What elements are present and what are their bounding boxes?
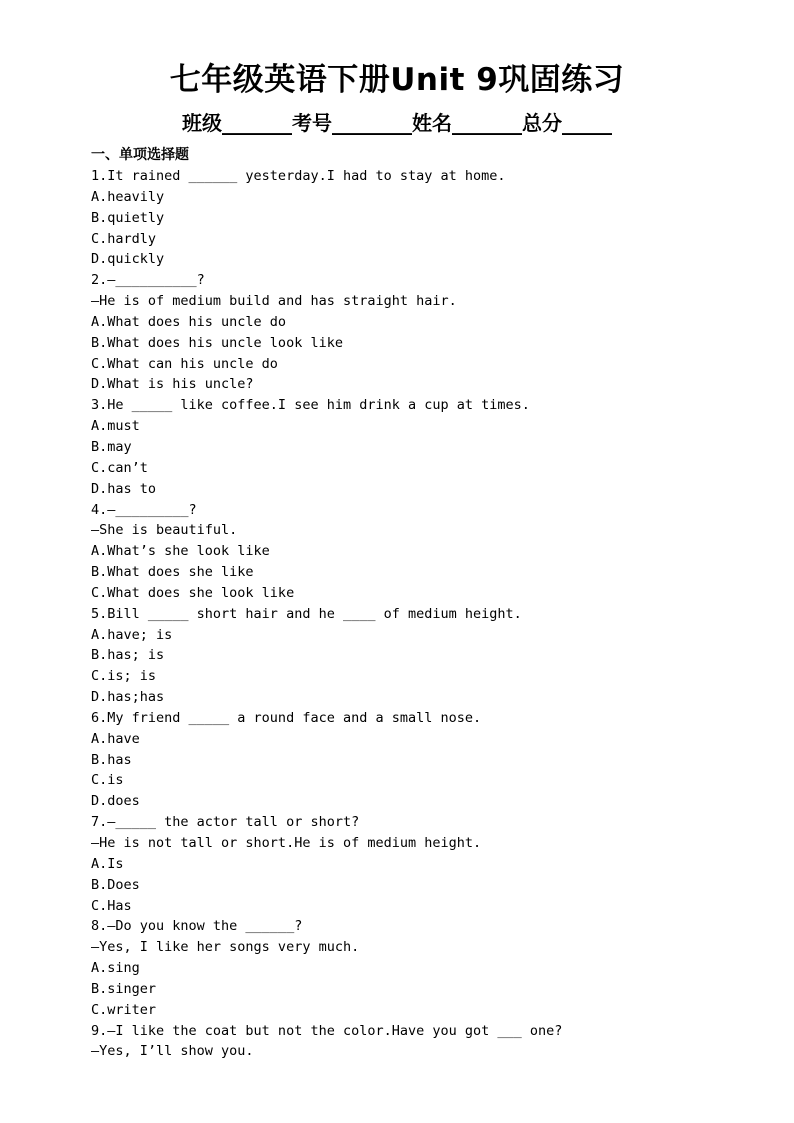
question-line: B.Does <box>91 876 140 893</box>
question-line: 9.—I like the coat but not the color.Have you got ___ one? <box>91 1022 563 1039</box>
question-line: 2.—__________? <box>91 272 205 289</box>
student-info-line: 班级_______考号________姓名_______总分_____ <box>182 111 612 135</box>
question-line: A.heavily <box>91 188 165 205</box>
question-line: A.sing <box>91 960 140 977</box>
question-line: C.hardly <box>91 230 157 247</box>
question-line: A.What does his uncle do <box>91 313 287 330</box>
question-line: C.What can his uncle do <box>91 355 278 372</box>
question-line: 4.—_________? <box>91 501 197 518</box>
question-line: B.has; is <box>91 647 165 664</box>
question-line: 3.He _____ like coffee.I see him drink a cup at times. <box>91 397 530 414</box>
question-line: C.What does she look like <box>91 584 295 601</box>
question-line: 8.—Do you know the ______? <box>91 918 303 935</box>
question-line: B.has <box>91 751 132 768</box>
question-line: —Yes, I’ll show you. <box>91 1043 254 1060</box>
question-line: —He is not tall or short.He is of medium height. <box>91 835 482 851</box>
question-line: D.has;has <box>91 689 165 706</box>
question-line: A.have; is <box>91 626 173 643</box>
question-line: A.have <box>91 730 140 747</box>
question-line: C.is; is <box>91 668 157 685</box>
question-line: C.is <box>91 772 124 789</box>
question-line: D.quickly <box>91 251 165 268</box>
question-line: 6.My friend _____ a round face and a small nose. <box>91 709 482 726</box>
question-line: D.does <box>91 793 140 810</box>
question-line: C.writer <box>91 1001 157 1018</box>
section-heading: 一、单项选择题 <box>91 147 189 163</box>
question-line: A.must <box>91 418 140 435</box>
question-line: B.What does his uncle look like <box>91 334 343 351</box>
question-line: D.has to <box>91 480 157 497</box>
question-line: 1.It rained ______ yesterday.I had to stay at home. <box>91 168 506 184</box>
page-title: 七年级英语下册Unit 9巩固练习 <box>169 62 625 98</box>
question-line: B.may <box>91 438 132 455</box>
question-line: A.Is <box>91 855 124 872</box>
question-line: B.singer <box>91 980 157 997</box>
question-line: A.What’s she look like <box>91 543 270 560</box>
question-line: 5.Bill _____ short hair and he ____ of medium height. <box>91 605 522 622</box>
question-line: —Yes, I like her songs very much. <box>91 939 360 956</box>
question-line: B.What does she like <box>91 564 254 581</box>
question-line: C.Has <box>91 897 132 914</box>
question-line: C.can’t <box>91 459 148 476</box>
question-line: B.quietly <box>91 209 165 226</box>
question-line: 7.—_____ the actor tall or short? <box>91 814 360 831</box>
question-line: —She is beautiful. <box>91 522 238 539</box>
question-line: D.What is his uncle? <box>91 376 254 393</box>
question-line: —He is of medium build and has straight hair. <box>91 293 457 310</box>
question-list <box>91 166 771 1062</box>
